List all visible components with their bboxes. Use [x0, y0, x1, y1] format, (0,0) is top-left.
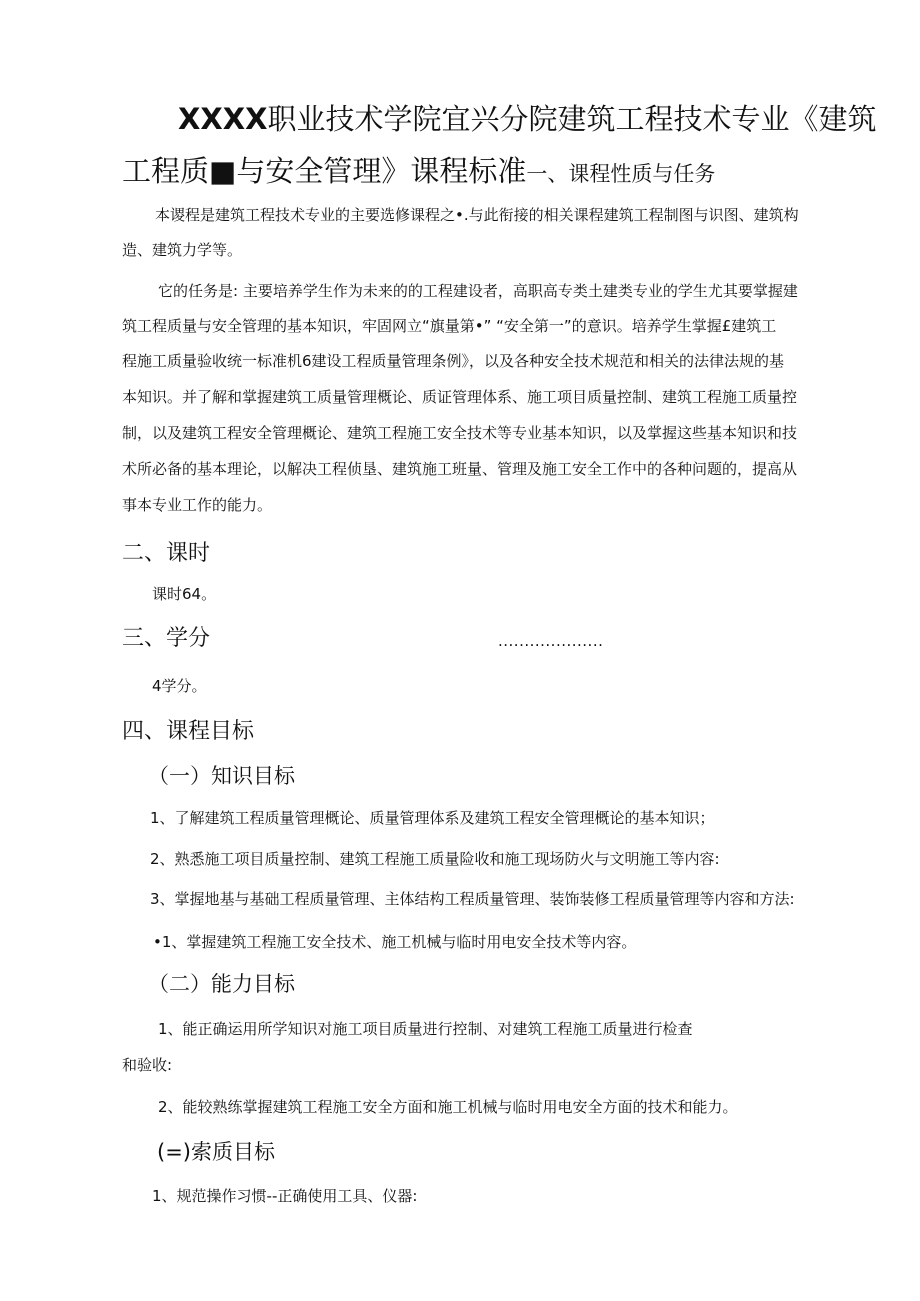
document-title-line-1 [178, 96, 876, 142]
knowledge-item-1: 1、了解建筑工程质量管理概论、质量管理体系及建筑工程安全管理概论的基本知识； [150, 809, 715, 827]
ability-item-1-line-2: 和验收: [122, 1056, 173, 1074]
task-line-7: 事本专业工作的能力。 [122, 496, 273, 514]
section-2-heading: 二、课时 [122, 541, 211, 566]
title-prefix: XXXX [178, 102, 268, 136]
ability-item-2: 2、能较熟练掌握建筑工程施工安全方面和施工机械与临时用电安全方面的技术和能力。 [158, 1098, 738, 1116]
task-line-2: 筑工程质量与安全管理的基本知识，牢固网立“旗量第•” “安全第一”的意识。培养学生掌握£建筑工 [122, 317, 777, 335]
task-line-3: 程施工质量验收统一标准机6建设工程质量管理条例》，以及各种安全技术规范和相关的法律法规的基 [122, 352, 785, 370]
knowledge-item-3: 3、掌握地基与基础工程质量管理、主体结构工程质量管理、装饰装修工程质量管理等内容和方法: [150, 890, 795, 908]
document-title-line-2 [122, 148, 715, 197]
quality-item-1: 1、规范操作习惯--正确使用工具、仪器: [152, 1187, 418, 1205]
sub-2-heading: （二）能力目标 [148, 972, 295, 996]
knowledge-item-4: •1、掌握建筑工程施工安全技术、施工机械与临时用电安全技术等内容。 [153, 933, 637, 951]
section-2-text: 课时64。 [152, 585, 217, 603]
sub-1-heading: （一）知识目标 [148, 764, 295, 788]
task-line-4: 本知识。并了解和掌握建筑工质量管理概论、质证管理体系、施工项目质量控制、建筑工程施工质量控 [122, 388, 798, 406]
section-4-heading: 四、课程目标 [122, 719, 255, 744]
knowledge-item-2: 2、熟悉施工项目质量控制、建筑工程施工质量险收和施工现场防火与文明施工等内容: [150, 850, 720, 868]
ability-item-1-line-1: 1、能正确运用所学知识对施工项目质量进行控制、对建筑工程施工质量进行检查 [158, 1020, 693, 1038]
task-line-1: 它的任务是: 主要培养学生作为未来的的工程建设者，高职高专类土建类专业的学生尤其要掌握建 [158, 282, 798, 300]
sub-3-heading: (=)索质目标 [157, 1140, 275, 1164]
task-line-6: 术所必备的基本理论，以解决工程侦垦、建筑施工班量、管理及施工安全工作中的各种问题的，提高从 [122, 460, 798, 478]
title-line-1-rest: 职业技术学院宜兴分院建筑工程技术专业《建筑 [267, 102, 877, 136]
section-3-heading: 三、学分 [122, 626, 211, 651]
intro-line-2: 造、建筑力学等。 [122, 241, 243, 259]
title-line-2-main: 工程质■与安全管理》课程标准 [122, 154, 527, 188]
section-1-heading: 一、课程性质与任务 [526, 162, 716, 186]
task-line-5: 制，以及建筑工程安全管理概论、建筑工程施工安全技术等专业基本知识，以及掌握这些基本知识和技 [122, 424, 798, 442]
intro-line-1: 本谡程是建筑工程技术专业的主要选修课程之•.与此衔接的相关课程建筑工程制图与识图、建筑构 [155, 206, 799, 224]
section-3-text: 4学分。 [152, 677, 207, 695]
section-3-dots: .................... [498, 632, 604, 650]
